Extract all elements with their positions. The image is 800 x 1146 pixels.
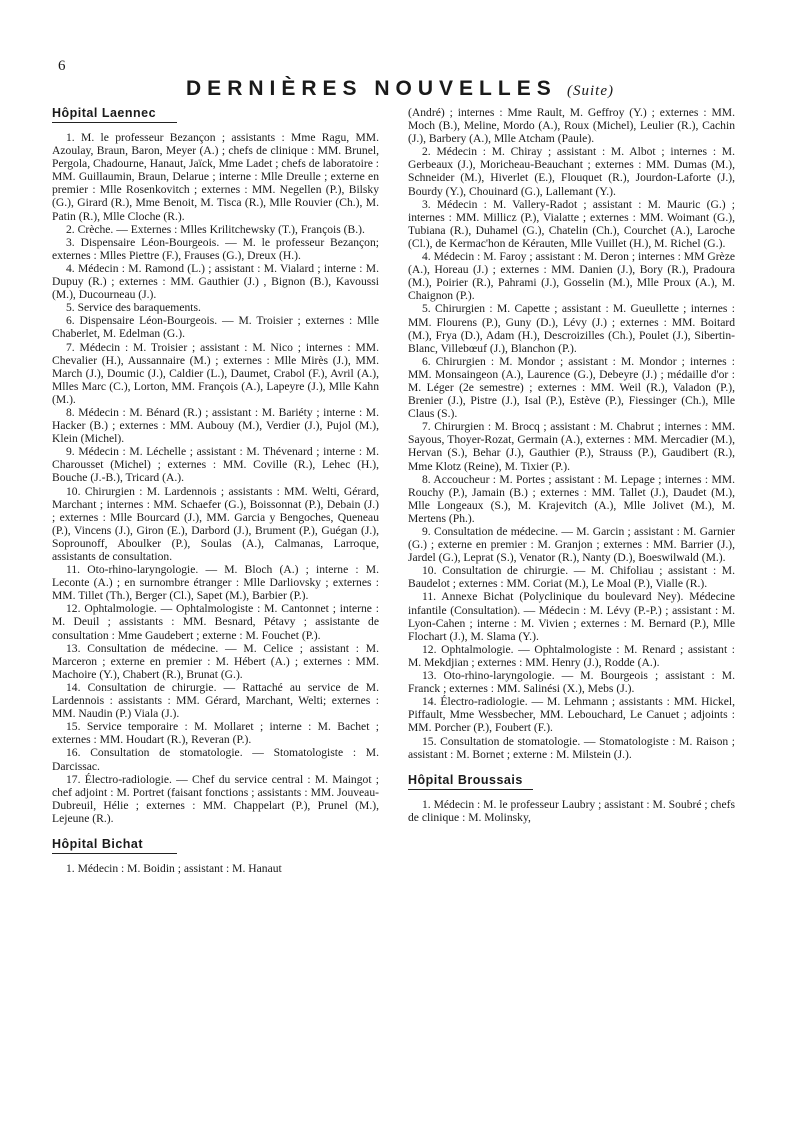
paragraph: 12. Ophtalmologie. — Ophtalmologiste : M. Renard ; assistant : M. Mekdjian ; externes : MM. Henry (J.), Rodde (A.). [408,642,735,669]
paragraph: 10. Chirurgien : M. Lardennois ; assistants : MM. Welti, Gérard, Marchant ; internes : MM. Schaefer (G.), Boissonnat (P.), Debain (J.) ; externes : Mlle Bourcard (J.), MM. Garcia y Bengoches, Queneau (P.), Vincens (J.), Giron (E.), Darbord (J.), Brument (P.), Guégan (J.), Soprounoff, Aboulker (P.), Soulas (A.), Calmanas, Larroque, assistants de consultation. [52,484,379,563]
page-title [0,76,800,101]
paragraph: 5. Service des baraquements. [66,301,201,315]
paragraph: 6. Chirurgien : M. Mondor ; assistant : M. Mondor ; internes : MM. Monsaingeon (A.), Laurence (G.), Debeyre (J.) ; médaille d'or : M. Léger (2e semestre) ; externes : MM. Weil (R.), Valadon (P.), Brenier (J.), Pistre (J.), Isal (P.), Estève (P.), Fiessinger (Ch.), Mlle Claus (S.). [408,354,735,421]
section-heading-bichat: Hôpital Bichat [52,837,177,854]
paragraph: 1. M. le professeur Bezançon ; assistants : Mme Ragu, MM. Azoulay, Braun, Baron, Meyer (A.) ; chefs de clinique : MM. Brunel, Pergola, Chadourne, Hanaut, Jaïck, Mme Ladet ; chefs de laboratoire : MM. Guillaumin, Braun, Delarue ; interne : Mlle Dreulle ; externe en premier : Mlle Rosenkovitch ; externes : MM. Negellen (P.), Bilsky (G.), Girard (R.), Mme Benoit, M. Tisca (R.), Mlle Rouvier (Ch.), M. Patin (R.), Mlle Cloche (R.). [52,131,379,223]
paragraph: 6. Dispensaire Léon-Bourgeois. — M. Troisier ; externes : Mlle Chaberlet, M. Edelman (G.). [52,314,379,341]
paragraph: 12. Ophtalmologie. — Ophtalmologiste : M. Cantonnet ; interne : M. Deuil ; assistants : MM. Besnard, Pétavy ; assistante de consultation : Mme Gaudebert ; externe : M. Fouchet (P.). [52,602,379,642]
bichat-entries [408,145,735,760]
right-column [408,106,735,824]
paragraph: 11. Annexe Bichat (Polyclinique du boulevard Ney). Médecine infantile (Consultation). — Médecin : M. Lévy (P.-P.) ; assistant : M. Lyon-Cahen ; interne : M. Vivien ; externes : M. Bernard (P.), Mlle Flochart (J.), M. Slama (Y.). [408,590,735,643]
page-number: 6 [58,58,66,74]
paragraph: 17. Électro-radiologie. — Chef du service central : M. Maingot ; chef adjoint : M. Portret (faisant fonctions ; assistants : MM. Jouveau-Dubreuil, Hélie ; externes : MM. Chappelart (P.), Prunel (M.), Lejeune (R.). [52,772,379,825]
paragraph: 8. Accoucheur : M. Portes ; assistant : M. Lepage ; internes : MM. Rouchy (P.), Jamain (B.) ; externes : MM. Tallet (J.), Daudet (M.), Mlle Longeaux (S.), M. Krajevitch (A.), Mlle Jolivet (M.), M. Mertens (Ph.). [408,472,735,525]
section-heading-broussais: Hôpital Broussais [408,773,533,790]
paragraph: 9. Consultation de médecine. — M. Garcin ; assistant : M. Garnier (G.) ; externe en premier : M. Granjon ; externes : MM. Barrier (J.), Jardel (G.), Leprat (S.), Venator (R.), Nanty (D.), Boeswilwald (M.). [408,525,735,565]
paragraph: 7. Médecin : M. Troisier ; assistant : M. Nico ; internes : MM. Chevalier (H.), Aussannaire (M.) ; externes : Mlle Mirès (J.), MM. March (J.), Doumic (J.), Caldier (L.), Daumet, Crabol (F.), Avril (A.), Mlles Marc (C.), Lorton, MM. François (A.), Lapeyre (J.), Mlle Kahn (M.). [52,340,379,406]
paragraph: 8. Médecin : M. Bénard (R.) ; assistant : M. Bariéty ; interne : M. Hacker (B.) ; externes : MM. Aubouy (M.), Verdier (J.), Pujol (M.), Klein (Michel). [52,405,379,446]
paragraph: 1. Médecin : M. le professeur Laubry ; assistant : M. Soubré ; chefs de clinique : M. Molinsky, [408,797,735,824]
paragraph: 5. Chirurgien : M. Capette ; assistant : M. Gueullette ; internes : MM. Flourens (P.), Guny (D.), Lévy (J.) ; externes : MM. Boitard (M.), Frya (D.), Adam (H.), Descroizilles (Ch.), Poulet (J.), Sibertin-Blanc, Villebœuf (J.), Blanchon (P.). [408,302,735,355]
laennec-entries [52,131,379,825]
paragraph: 2. Crèche. — Externes : Mlles Krilitchewsky (T.), François (B.). [66,222,365,236]
left-column [52,106,379,875]
paragraph: 11. Oto-rhino-laryngologie. — M. Bloch (A.) ; interne : M. Leconte (A.) ; en surnombre étranger : Mlle Darliovsky ; externes : MM. Tillet (Th.), Berger (Cl.), Sapet (M.), Barbier (P.). [52,563,379,603]
paragraph: 14. Consultation de chirurgie. — Rattaché au service de M. Lardennois : assistants : MM. Gérard, Marchant, Welti; externes : MM. Naudin (P.) Viala (J.). [52,680,379,721]
paragraph: 4. Médecin : M. Ramond (L.) ; assistant : M. Vialard ; interne : M. Dupuy (R.) ; externes : MM. Gauthier (J.) , Bignon (B.), Kavoussi (M.), Ducourneau (J.). [52,261,379,302]
paragraph: 14. Électro-radiologie. — M. Lehmann ; assistants : MM. Hickel, Piffault, Mme Wessbecher, MM. Lebouchard, Le Canuet ; adjoints : MM. Porcher (P.), Foubert (F.). [408,695,735,735]
page-title-main: DERNIÈRES NOUVELLES [186,77,557,100]
section-heading-laennec: Hôpital Laennec [52,106,177,123]
paragraph: 15. Service temporaire : M. Mollaret ; interne : M. Bachet ; externes : MM. Houdart (R.), Reveran (P.). [52,720,379,747]
paragraph: 1. Médecin : M. Boidin ; assistant : M. Hanaut [66,861,282,875]
paragraph: 7. Chirurgien : M. Brocq ; assistant : M. Chabrut ; internes : MM. Sayous, Thoyer-Rozat, Germain (A.), externes : MM. Mercadier (M.), Hervan (S.), Behar (J.), Gauthier (P.), Strauss (P.), Gaudibert (R.), Mme Klotz (Reine), M. Tixier (P.). [408,420,735,473]
paragraph: 3. Dispensaire Léon-Bourgeois. — M. le professeur Bezançon; externes : Mlles Piettre (F.), Frauses (G.), Dreux (H.). [52,235,379,262]
paragraph: 13. Consultation de médecine. — M. Celice ; assistant : M. Marceron ; externe en premier : M. Hébert (A.) ; externes : MM. Machoire (Y.), Chabert (R.), Brunat (G.). [52,641,379,681]
paragraph: 10. Consultation de chirurgie. — M. Chifoliau ; assistant : M. Baudelot ; externes : MM. Coriat (M.), Le Moal (P.), Vialle (R.). [408,564,735,591]
paragraph: 2. Médecin : M. Chiray ; assistant : M. Albot ; internes : M. Gerbeaux (J.), Moricheau-Beauchant ; externes : MM. Dumas (M.), Schneider (M.), Hiverlet (E.), Flouquet (R.), Jourdon-Laforte (J.), Bourdy (Y.), Chouinard (G.), Lallemant (Y.). [408,145,735,198]
paragraph: 4. Médecin : M. Faroy ; assistant : M. Deron ; internes : MM Grèze (A.), Horeau (J.) ; externes : MM. Danien (J.), Bory (R.), Pradoura (M.), Poirier (R.), Pahrami (J.), Gosselin (M.), Mlle Proux (A.), M. Chaignon (P.). [408,250,735,303]
paragraph: 16. Consultation de stomatologie. — Stomatologiste : M. Darcissac. [52,746,379,773]
page-title-suffix: (Suite) [566,83,614,99]
paragraph: 3. Médecin : M. Vallery-Radot ; assistant : M. Mauric (G.) ; internes : MM. Millicz (P.), Vialatte ; externes : MM. Woimant (G.), Tubiana (R.), Duhamel (G.), Chatelin (Ch.), Courchet (A.), Laroche (Cl.), de Kermac'hon de Kérauten, Mlle Vuillet (H.), M. Richel (G.). [408,197,735,250]
paragraph: 15. Consultation de stomatologie. — Stomatologiste : M. Raison ; assistant : M. Bornet ; externe : M. Milstein (J.). [408,734,735,761]
paragraph: 13. Oto-rhino-laryngologie. — M. Bourgeois ; assistant : M. Franck ; externes : MM. Salinési (X.), Mebs (J.). [408,669,735,696]
paragraph: 9. Médecin : M. Léchelle ; assistant : M. Thévenard ; interne : M. Charousset (Michel) ; externes : MM. Coville (R.), Lehec (H.), Bouche (J.-B.), Tricard (A.). [52,445,379,485]
continuation-paragraph: (André) ; internes : Mme Rault, M. Geffroy (Y.) ; externes : MM. Moch (B.), Meline, Mordo (A.), Roux (Michel), Leulier (R.), Cachin (J.), Barbery (A.), Mlle Atcham (Paule). [408,106,735,146]
